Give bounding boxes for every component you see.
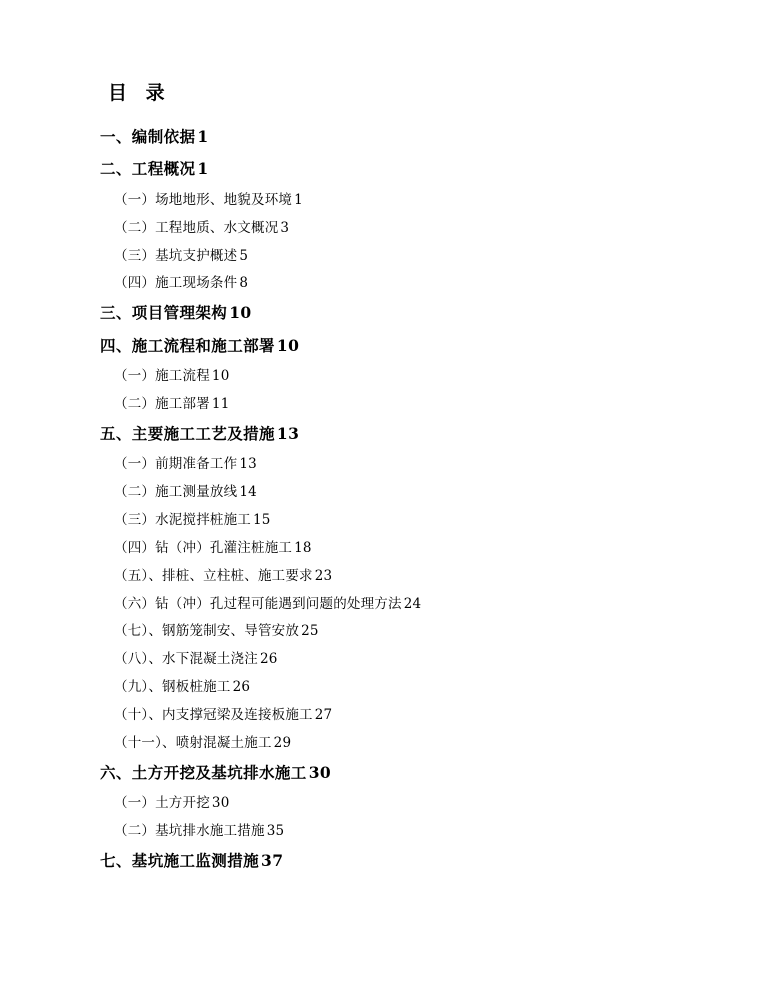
toc-entry-page: 13	[239, 456, 257, 473]
toc-entry[interactable]	[100, 159, 693, 178]
toc-entry-page: 13	[276, 423, 300, 443]
toc-entry-label: 五、主要施工工艺及措施	[100, 423, 275, 443]
toc-entry-page: 10	[211, 368, 230, 384]
toc-entry-label: （五）、排桩、立柱桩、施工要求	[114, 567, 313, 584]
table-of-contents	[100, 127, 693, 870]
toc-entry-label: （十一）、喷射混凝土施工	[114, 734, 272, 751]
toc-entry-page: 35	[266, 823, 285, 839]
toc-entry[interactable]	[114, 651, 693, 668]
toc-entry[interactable]	[100, 127, 693, 146]
toc-entry[interactable]	[114, 540, 693, 557]
toc-entry-page: 14	[239, 484, 257, 500]
toc-entry-label: 四、施工流程和施工部署	[100, 335, 275, 355]
toc-entry-page: 5	[239, 247, 249, 264]
toc-entry[interactable]	[114, 568, 693, 585]
toc-entry-page: 1	[197, 127, 209, 146]
toc-entry-label: （二）施工部署	[114, 395, 210, 412]
toc-entry-label: （二）基坑排水施工措施	[114, 823, 265, 839]
toc-entry-page: 1	[197, 159, 209, 179]
toc-entry-label: （二）工程地质、水文概况	[114, 219, 279, 236]
toc-entry-label: 七、基坑施工监测措施	[100, 850, 260, 870]
toc-entry-page: 27	[314, 707, 333, 723]
toc-entry-label: （四）钻（冲）孔灌注桩施工	[114, 539, 293, 556]
toc-entry[interactable]	[100, 763, 693, 782]
toc-entry[interactable]	[100, 303, 693, 322]
toc-entry[interactable]	[114, 707, 693, 724]
toc-entry-page: 37	[261, 850, 284, 870]
toc-entry-page: 30	[211, 795, 230, 812]
toc-entry-page: 18	[294, 539, 312, 556]
toc-entry-label: 六、土方开挖及基坑排水施工	[100, 762, 307, 782]
toc-entry-label: （三）基坑支护概述	[114, 247, 238, 264]
toc-entry-label: （十）、内支撑冠梁及连接板施工	[114, 707, 313, 723]
toc-entry-page: 11	[211, 395, 230, 412]
toc-entry-label: （一）施工流程	[114, 368, 210, 384]
toc-entry-page: 29	[273, 734, 292, 751]
toc-entry-label: （九）、钢板桩施工	[114, 679, 231, 696]
toc-entry[interactable]	[114, 368, 693, 385]
toc-entry-page: 15	[253, 511, 271, 528]
toc-entry[interactable]	[114, 248, 693, 265]
toc-entry-label: （六）钻（冲）孔过程可能遇到问题的处理方法	[114, 595, 402, 612]
toc-entry-page: 25	[301, 623, 319, 640]
toc-entry-page: 3	[280, 219, 290, 236]
toc-entry[interactable]	[100, 424, 693, 443]
toc-entry-label: （一）前期准备工作	[114, 456, 238, 473]
toc-entry[interactable]	[100, 851, 693, 870]
toc-entry[interactable]	[114, 596, 693, 613]
toc-entry-page: 1	[294, 191, 303, 208]
toc-entry-label: （一）场地地形、地貌及环境	[114, 191, 293, 208]
toc-entry-label: 二、工程概况	[100, 159, 196, 179]
toc-entry[interactable]	[114, 512, 693, 529]
toc-entry[interactable]	[114, 735, 693, 752]
toc-entry[interactable]	[114, 795, 693, 812]
toc-entry-page: 30	[308, 762, 332, 782]
toc-entry-label: （二）施工测量放线	[114, 484, 238, 500]
toc-entry[interactable]	[100, 336, 693, 355]
toc-entry-label: （一）土方开挖	[114, 795, 210, 812]
toc-entry-page: 10	[229, 303, 252, 323]
toc-entry[interactable]	[114, 192, 693, 209]
toc-entry[interactable]	[114, 220, 693, 237]
toc-entry[interactable]	[114, 823, 693, 840]
toc-entry-page: 24	[403, 595, 422, 612]
toc-entry[interactable]	[114, 275, 693, 292]
toc-entry-page: 23	[314, 567, 333, 584]
toc-entry-page: 10	[276, 335, 300, 355]
toc-entry[interactable]	[114, 484, 693, 501]
toc-entry-page: 8	[239, 275, 249, 292]
toc-entry-label: （三）水泥搅拌桩施工	[114, 511, 251, 528]
toc-entry[interactable]	[114, 396, 693, 413]
toc-entry[interactable]	[114, 679, 693, 696]
toc-entry-label: 一、编制依据	[100, 127, 196, 146]
toc-entry-label: （七）、钢筋笼制安、导管安放	[114, 623, 300, 640]
page-title: 目 录	[108, 82, 171, 104]
toc-entry-page: 26	[232, 679, 251, 696]
toc-entry-label: （八）、水下混凝土浇注	[114, 651, 258, 668]
toc-entry[interactable]	[114, 456, 693, 473]
toc-entry-page: 26	[259, 651, 278, 668]
toc-entry[interactable]	[114, 623, 693, 640]
toc-entry-label: （四）施工现场条件	[114, 275, 238, 292]
toc-entry-label: 三、项目管理架构	[100, 303, 228, 323]
